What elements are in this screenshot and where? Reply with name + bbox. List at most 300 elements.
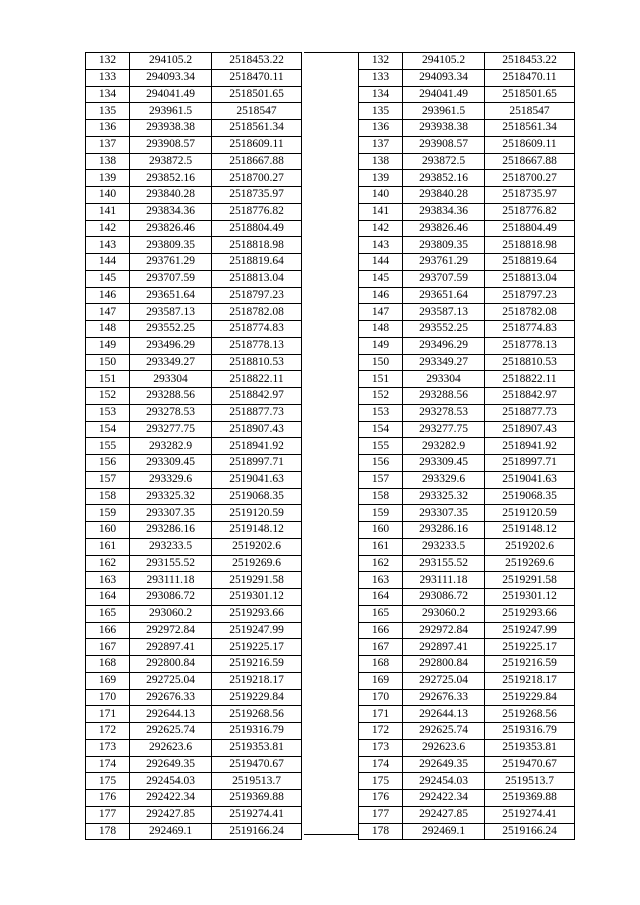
left-table-row <box>86 203 302 220</box>
y-coordinate-cell: 2518776.82 <box>212 203 302 220</box>
y-coordinate-cell: 2518877.73 <box>485 404 575 421</box>
point-id-cell: 135 <box>359 103 403 120</box>
right-table-row <box>359 689 575 706</box>
x-coordinate-cell: 293961.5 <box>130 103 212 120</box>
y-coordinate-cell: 2519229.84 <box>212 689 302 706</box>
x-coordinate-cell: 293852.16 <box>130 170 212 187</box>
right-table-row <box>359 488 575 505</box>
point-id-cell: 172 <box>359 723 403 740</box>
y-coordinate-cell: 2519269.6 <box>485 555 575 572</box>
left-table-row <box>86 823 302 840</box>
left-table-row <box>86 706 302 723</box>
y-coordinate-cell: 2518700.27 <box>212 170 302 187</box>
point-id-cell: 165 <box>359 605 403 622</box>
x-coordinate-cell: 293286.16 <box>130 522 212 539</box>
x-coordinate-cell: 293278.53 <box>403 404 485 421</box>
y-coordinate-cell: 2519148.12 <box>485 522 575 539</box>
point-id-cell: 170 <box>86 689 130 706</box>
x-coordinate-cell: 292469.1 <box>130 823 212 840</box>
y-coordinate-cell: 2519068.35 <box>485 488 575 505</box>
point-id-cell: 175 <box>359 773 403 790</box>
x-coordinate-cell: 293304 <box>403 371 485 388</box>
right-table-row <box>359 538 575 555</box>
point-id-cell: 159 <box>86 505 130 522</box>
y-coordinate-cell: 2519218.17 <box>212 672 302 689</box>
x-coordinate-cell: 294093.34 <box>403 69 485 86</box>
point-id-cell: 151 <box>86 371 130 388</box>
point-id-cell: 176 <box>86 790 130 807</box>
x-coordinate-cell: 293304 <box>130 371 212 388</box>
right-table-row <box>359 136 575 153</box>
point-id-cell: 156 <box>359 455 403 472</box>
x-coordinate-cell: 292644.13 <box>130 706 212 723</box>
point-id-cell: 144 <box>86 254 130 271</box>
point-id-cell: 139 <box>86 170 130 187</box>
y-coordinate-cell: 2519120.59 <box>485 505 575 522</box>
y-coordinate-cell: 2519316.79 <box>485 723 575 740</box>
y-coordinate-cell: 2519247.99 <box>485 622 575 639</box>
point-id-cell: 135 <box>86 103 130 120</box>
y-coordinate-cell: 2519216.59 <box>485 656 575 673</box>
left-table-row <box>86 421 302 438</box>
x-coordinate-cell: 292623.6 <box>130 739 212 756</box>
x-coordinate-cell: 293325.32 <box>130 488 212 505</box>
point-id-cell: 142 <box>86 220 130 237</box>
right-table-row <box>359 404 575 421</box>
x-coordinate-cell: 293908.57 <box>130 136 212 153</box>
x-coordinate-cell: 292649.35 <box>403 756 485 773</box>
point-id-cell: 145 <box>86 270 130 287</box>
y-coordinate-cell: 2518547 <box>485 103 575 120</box>
y-coordinate-cell: 2519166.24 <box>212 823 302 840</box>
y-coordinate-cell: 2518609.11 <box>485 136 575 153</box>
y-coordinate-cell: 2519166.24 <box>485 823 575 840</box>
left-table-row <box>86 321 302 338</box>
right-table-row <box>359 170 575 187</box>
x-coordinate-cell: 294105.2 <box>130 53 212 70</box>
point-id-cell: 153 <box>86 404 130 421</box>
point-id-cell: 175 <box>86 773 130 790</box>
point-id-cell: 154 <box>359 421 403 438</box>
point-id-cell: 139 <box>359 170 403 187</box>
left-table-row <box>86 120 302 137</box>
point-id-cell: 161 <box>359 538 403 555</box>
right-table-row <box>359 287 575 304</box>
y-coordinate-cell: 2519353.81 <box>485 739 575 756</box>
x-coordinate-cell: 293307.35 <box>130 505 212 522</box>
y-coordinate-cell: 2518797.23 <box>212 287 302 304</box>
point-id-cell: 162 <box>86 555 130 572</box>
x-coordinate-cell: 292897.41 <box>403 639 485 656</box>
x-coordinate-cell: 293086.72 <box>403 589 485 606</box>
x-coordinate-cell: 293961.5 <box>403 103 485 120</box>
right-table-row <box>359 53 575 70</box>
x-coordinate-cell: 293707.59 <box>130 270 212 287</box>
x-coordinate-cell: 293111.18 <box>130 572 212 589</box>
x-coordinate-cell: 293282.9 <box>403 438 485 455</box>
point-id-cell: 151 <box>359 371 403 388</box>
x-coordinate-cell: 293834.36 <box>130 203 212 220</box>
point-id-cell: 166 <box>86 622 130 639</box>
right-table-row <box>359 187 575 204</box>
right-table-row <box>359 103 575 120</box>
y-coordinate-cell: 2518735.97 <box>485 187 575 204</box>
x-coordinate-cell: 293587.13 <box>403 304 485 321</box>
left-table-row <box>86 555 302 572</box>
x-coordinate-cell: 292454.03 <box>403 773 485 790</box>
left-table-row <box>86 505 302 522</box>
y-coordinate-cell: 2519316.79 <box>212 723 302 740</box>
x-coordinate-cell: 292800.84 <box>130 656 212 673</box>
point-id-cell: 170 <box>359 689 403 706</box>
point-id-cell: 158 <box>86 488 130 505</box>
y-coordinate-cell: 2518501.65 <box>485 86 575 103</box>
y-coordinate-cell: 2518819.64 <box>485 254 575 271</box>
left-table-row <box>86 153 302 170</box>
y-coordinate-cell: 2519268.56 <box>485 706 575 723</box>
right-table-row <box>359 806 575 823</box>
y-coordinate-cell: 2518877.73 <box>212 404 302 421</box>
y-coordinate-cell: 2518822.11 <box>212 371 302 388</box>
y-coordinate-cell: 2519041.63 <box>212 471 302 488</box>
left-table-row <box>86 605 302 622</box>
x-coordinate-cell: 292625.74 <box>403 723 485 740</box>
left-table-row <box>86 103 302 120</box>
left-table-row <box>86 237 302 254</box>
right-table-row <box>359 522 575 539</box>
y-coordinate-cell: 2518818.98 <box>485 237 575 254</box>
left-table-row <box>86 589 302 606</box>
x-coordinate-cell: 293155.52 <box>403 555 485 572</box>
y-coordinate-cell: 2518997.71 <box>485 455 575 472</box>
point-id-cell: 143 <box>86 237 130 254</box>
left-table-row <box>86 170 302 187</box>
point-id-cell: 158 <box>359 488 403 505</box>
y-coordinate-cell: 2518804.49 <box>485 220 575 237</box>
left-table-row <box>86 371 302 388</box>
y-coordinate-cell: 2519513.7 <box>485 773 575 790</box>
y-coordinate-cell: 2518561.34 <box>212 120 302 137</box>
x-coordinate-cell: 293761.29 <box>403 254 485 271</box>
y-coordinate-cell: 2519291.58 <box>485 572 575 589</box>
left-table-row <box>86 488 302 505</box>
table-gap-column <box>304 52 358 835</box>
left-coordinate-table <box>85 52 302 840</box>
x-coordinate-cell: 293309.45 <box>403 455 485 472</box>
x-coordinate-cell: 293325.32 <box>403 488 485 505</box>
x-coordinate-cell: 293496.29 <box>130 337 212 354</box>
y-coordinate-cell: 2518997.71 <box>212 455 302 472</box>
right-table-row <box>359 672 575 689</box>
left-table-row <box>86 538 302 555</box>
right-table-row <box>359 438 575 455</box>
right-table-row <box>359 120 575 137</box>
x-coordinate-cell: 292422.34 <box>403 790 485 807</box>
x-coordinate-cell: 292427.85 <box>403 806 485 823</box>
left-table-row <box>86 790 302 807</box>
point-id-cell: 155 <box>359 438 403 455</box>
point-id-cell: 140 <box>359 187 403 204</box>
y-coordinate-cell: 2519274.41 <box>212 806 302 823</box>
left-table-row <box>86 622 302 639</box>
point-id-cell: 136 <box>86 120 130 137</box>
x-coordinate-cell: 293552.25 <box>403 321 485 338</box>
x-coordinate-cell: 293840.28 <box>403 187 485 204</box>
left-table-row <box>86 806 302 823</box>
left-table-row <box>86 689 302 706</box>
point-id-cell: 142 <box>359 220 403 237</box>
point-id-cell: 177 <box>86 806 130 823</box>
right-table-row <box>359 773 575 790</box>
left-table-row <box>86 69 302 86</box>
y-coordinate-cell: 2518778.13 <box>485 337 575 354</box>
y-coordinate-cell: 2519202.6 <box>485 538 575 555</box>
y-coordinate-cell: 2519274.41 <box>485 806 575 823</box>
left-table-row <box>86 672 302 689</box>
x-coordinate-cell: 293233.5 <box>130 538 212 555</box>
point-id-cell: 134 <box>86 86 130 103</box>
point-id-cell: 145 <box>359 270 403 287</box>
y-coordinate-cell: 2518797.23 <box>485 287 575 304</box>
point-id-cell: 134 <box>359 86 403 103</box>
point-id-cell: 164 <box>359 589 403 606</box>
right-table-row <box>359 471 575 488</box>
x-coordinate-cell: 292725.04 <box>403 672 485 689</box>
point-id-cell: 149 <box>359 337 403 354</box>
x-coordinate-cell: 292625.74 <box>130 723 212 740</box>
y-coordinate-cell: 2518778.13 <box>212 337 302 354</box>
point-id-cell: 172 <box>86 723 130 740</box>
point-id-cell: 138 <box>359 153 403 170</box>
y-coordinate-cell: 2518453.22 <box>485 53 575 70</box>
y-coordinate-cell: 2519229.84 <box>485 689 575 706</box>
x-coordinate-cell: 292972.84 <box>130 622 212 639</box>
y-coordinate-cell: 2518700.27 <box>485 170 575 187</box>
point-id-cell: 162 <box>359 555 403 572</box>
right-table-row <box>359 622 575 639</box>
y-coordinate-cell: 2519293.66 <box>485 605 575 622</box>
point-id-cell: 160 <box>86 522 130 539</box>
right-table-row <box>359 69 575 86</box>
y-coordinate-cell: 2518561.34 <box>485 120 575 137</box>
y-coordinate-cell: 2518813.04 <box>485 270 575 287</box>
point-id-cell: 150 <box>359 354 403 371</box>
point-id-cell: 178 <box>359 823 403 840</box>
point-id-cell: 148 <box>359 321 403 338</box>
point-id-cell: 167 <box>86 639 130 656</box>
y-coordinate-cell: 2519202.6 <box>212 538 302 555</box>
y-coordinate-cell: 2518501.65 <box>212 86 302 103</box>
y-coordinate-cell: 2518470.11 <box>485 69 575 86</box>
left-table-row <box>86 572 302 589</box>
left-table-row <box>86 656 302 673</box>
point-id-cell: 141 <box>86 203 130 220</box>
point-id-cell: 152 <box>359 388 403 405</box>
point-id-cell: 133 <box>359 69 403 86</box>
y-coordinate-cell: 2518774.83 <box>485 321 575 338</box>
point-id-cell: 163 <box>86 572 130 589</box>
point-id-cell: 178 <box>86 823 130 840</box>
point-id-cell: 155 <box>86 438 130 455</box>
point-id-cell: 169 <box>86 672 130 689</box>
point-id-cell: 137 <box>359 136 403 153</box>
x-coordinate-cell: 293277.75 <box>130 421 212 438</box>
right-table-row <box>359 254 575 271</box>
y-coordinate-cell: 2518547 <box>212 103 302 120</box>
x-coordinate-cell: 293938.38 <box>403 120 485 137</box>
point-id-cell: 144 <box>359 254 403 271</box>
y-coordinate-cell: 2519513.7 <box>212 773 302 790</box>
x-coordinate-cell: 294093.34 <box>130 69 212 86</box>
y-coordinate-cell: 2519470.67 <box>212 756 302 773</box>
y-coordinate-cell: 2518819.64 <box>212 254 302 271</box>
x-coordinate-cell: 293587.13 <box>130 304 212 321</box>
y-coordinate-cell: 2518776.82 <box>485 203 575 220</box>
point-id-cell: 138 <box>86 153 130 170</box>
right-table-row <box>359 706 575 723</box>
x-coordinate-cell: 293826.46 <box>130 220 212 237</box>
y-coordinate-cell: 2519353.81 <box>212 739 302 756</box>
left-table-row <box>86 522 302 539</box>
left-table-body <box>86 53 302 840</box>
point-id-cell: 176 <box>359 790 403 807</box>
right-table-row <box>359 304 575 321</box>
point-id-cell: 157 <box>86 471 130 488</box>
left-table-row <box>86 756 302 773</box>
left-table-row <box>86 438 302 455</box>
left-table-row <box>86 404 302 421</box>
x-coordinate-cell: 293282.9 <box>130 438 212 455</box>
y-coordinate-cell: 2519301.12 <box>485 589 575 606</box>
left-table-row <box>86 455 302 472</box>
point-id-cell: 174 <box>359 756 403 773</box>
y-coordinate-cell: 2519369.88 <box>212 790 302 807</box>
point-id-cell: 150 <box>86 354 130 371</box>
right-table-row <box>359 86 575 103</box>
point-id-cell: 132 <box>86 53 130 70</box>
right-table-row <box>359 337 575 354</box>
right-table-row <box>359 823 575 840</box>
right-table-body <box>359 53 575 840</box>
x-coordinate-cell: 292469.1 <box>403 823 485 840</box>
y-coordinate-cell: 2519225.17 <box>212 639 302 656</box>
right-table-row <box>359 756 575 773</box>
point-id-cell: 132 <box>359 53 403 70</box>
point-id-cell: 168 <box>86 656 130 673</box>
y-coordinate-cell: 2518810.53 <box>212 354 302 371</box>
y-coordinate-cell: 2519369.88 <box>485 790 575 807</box>
point-id-cell: 168 <box>359 656 403 673</box>
left-table-row <box>86 739 302 756</box>
point-id-cell: 136 <box>359 120 403 137</box>
x-coordinate-cell: 292649.35 <box>130 756 212 773</box>
left-table-row <box>86 187 302 204</box>
y-coordinate-cell: 2519293.66 <box>212 605 302 622</box>
x-coordinate-cell: 293908.57 <box>403 136 485 153</box>
point-id-cell: 137 <box>86 136 130 153</box>
x-coordinate-cell: 292800.84 <box>403 656 485 673</box>
right-table-row <box>359 790 575 807</box>
right-table-row <box>359 237 575 254</box>
y-coordinate-cell: 2518667.88 <box>212 153 302 170</box>
x-coordinate-cell: 293309.45 <box>130 455 212 472</box>
point-id-cell: 133 <box>86 69 130 86</box>
x-coordinate-cell: 293278.53 <box>130 404 212 421</box>
left-table-row <box>86 337 302 354</box>
point-id-cell: 164 <box>86 589 130 606</box>
left-table-row <box>86 136 302 153</box>
x-coordinate-cell: 293761.29 <box>130 254 212 271</box>
y-coordinate-cell: 2519269.6 <box>212 555 302 572</box>
point-id-cell: 154 <box>86 421 130 438</box>
x-coordinate-cell: 293349.27 <box>403 354 485 371</box>
right-table-row <box>359 388 575 405</box>
y-coordinate-cell: 2519216.59 <box>212 656 302 673</box>
right-table-row <box>359 723 575 740</box>
right-table-row <box>359 220 575 237</box>
point-id-cell: 171 <box>359 706 403 723</box>
point-id-cell: 149 <box>86 337 130 354</box>
left-table-row <box>86 723 302 740</box>
x-coordinate-cell: 294105.2 <box>403 53 485 70</box>
right-table-row <box>359 739 575 756</box>
x-coordinate-cell: 293872.5 <box>403 153 485 170</box>
right-table-row <box>359 203 575 220</box>
point-id-cell: 159 <box>359 505 403 522</box>
right-table-row <box>359 153 575 170</box>
x-coordinate-cell: 293288.56 <box>403 388 485 405</box>
point-id-cell: 166 <box>359 622 403 639</box>
y-coordinate-cell: 2518941.92 <box>212 438 302 455</box>
x-coordinate-cell: 293060.2 <box>130 605 212 622</box>
y-coordinate-cell: 2518804.49 <box>212 220 302 237</box>
left-table-row <box>86 773 302 790</box>
y-coordinate-cell: 2518453.22 <box>212 53 302 70</box>
y-coordinate-cell: 2519068.35 <box>212 488 302 505</box>
point-id-cell: 173 <box>86 739 130 756</box>
point-id-cell: 141 <box>359 203 403 220</box>
y-coordinate-cell: 2519120.59 <box>212 505 302 522</box>
y-coordinate-cell: 2518818.98 <box>212 237 302 254</box>
x-coordinate-cell: 293872.5 <box>130 153 212 170</box>
x-coordinate-cell: 294041.49 <box>403 86 485 103</box>
x-coordinate-cell: 293651.64 <box>403 287 485 304</box>
x-coordinate-cell: 294041.49 <box>130 86 212 103</box>
left-table-row <box>86 639 302 656</box>
right-table-row <box>359 639 575 656</box>
x-coordinate-cell: 292676.33 <box>403 689 485 706</box>
right-table-row <box>359 371 575 388</box>
y-coordinate-cell: 2518941.92 <box>485 438 575 455</box>
left-table-row <box>86 388 302 405</box>
y-coordinate-cell: 2519225.17 <box>485 639 575 656</box>
point-id-cell: 146 <box>359 287 403 304</box>
x-coordinate-cell: 293349.27 <box>130 354 212 371</box>
x-coordinate-cell: 292897.41 <box>130 639 212 656</box>
x-coordinate-cell: 293060.2 <box>403 605 485 622</box>
right-table-row <box>359 656 575 673</box>
y-coordinate-cell: 2518735.97 <box>212 187 302 204</box>
x-coordinate-cell: 293852.16 <box>403 170 485 187</box>
x-coordinate-cell: 293086.72 <box>130 589 212 606</box>
y-coordinate-cell: 2519218.17 <box>485 672 575 689</box>
right-table-row <box>359 421 575 438</box>
right-table-row <box>359 321 575 338</box>
y-coordinate-cell: 2518470.11 <box>212 69 302 86</box>
x-coordinate-cell: 293496.29 <box>403 337 485 354</box>
x-coordinate-cell: 292427.85 <box>130 806 212 823</box>
left-table-row <box>86 471 302 488</box>
